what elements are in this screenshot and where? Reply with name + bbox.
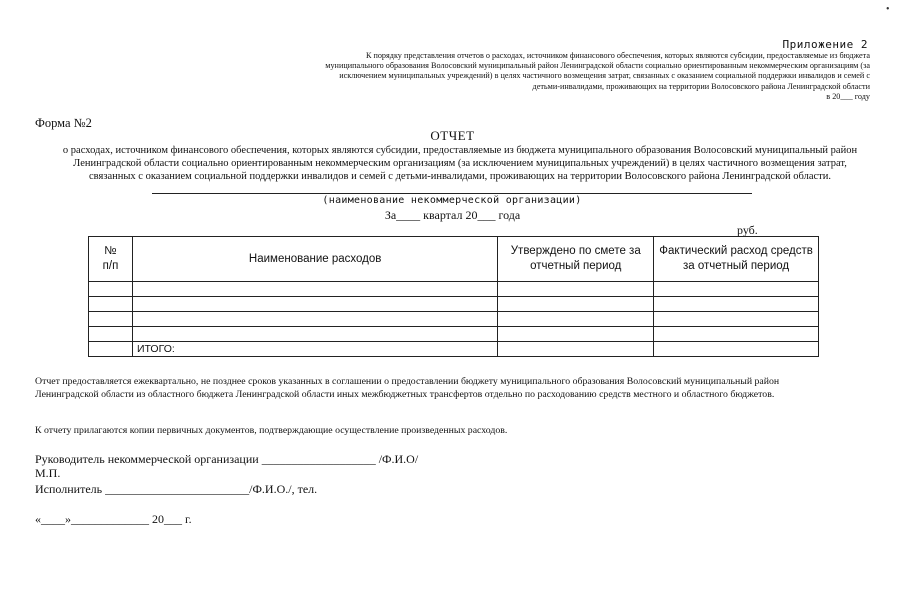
form-number: Форма №2 (35, 116, 92, 130)
annex-line: в 20___ году (826, 91, 870, 101)
description-line: Ленинградской области социально ориентированным некоммерческим организациям (за исключением муниципальных учреждений) в целях частичного возмещения затрат, (73, 158, 847, 169)
organization-name-line (152, 193, 752, 194)
table-row (89, 297, 819, 312)
submission-note: Отчет предоставляется ежеквартально, не позднее сроков указанных в соглашении о предоставлении бюджету муниципального образования Волосовский муниципальный район Ленинградской области из областного бюджета Ленинградской области иных межбюджетных трансфертов отдельно по расходованию средств местного и областного бюджетов. (35, 376, 780, 400)
attachments-note: К отчету прилагаются копии первичных документов, подтверждающие осуществление произведенных расходов. (35, 425, 508, 436)
total-label: ИТОГО: (132, 342, 497, 357)
report-description (30, 144, 890, 183)
annex-title: Приложение 2 (782, 38, 868, 51)
description-line: о расходах, источником финансового обеспечения, которых являются субсидии, предоставляемые из бюджета муниципального образования Волосовский муниципальный район (62, 145, 858, 156)
column-header-number: № п/п (89, 237, 133, 282)
description-line: связанных с оказанием социальной поддержки инвалидов и семей с детьми-инвалидами, проживающих на территории Волосовского района Ленинградской области. (89, 171, 831, 182)
annex-reference (290, 51, 870, 102)
reporting-period: За____ квартал 20___ года (384, 208, 521, 222)
organization-caption: (наименование некоммерческой организации) (322, 195, 582, 206)
column-header-actual: Фактический расход средств за отчетный период (654, 237, 819, 282)
table-total-row (89, 342, 819, 357)
date-line: «____»_____________ 20___ г. (35, 512, 192, 526)
annex-line: исключением муниципальных учреждений) в целях частичного возмещения затрат, связанных с оказанием социальной поддержки инвалидов и семей с (339, 71, 870, 81)
executor-signature-line: Исполнитель ________________________/Ф.И.О./, тел. (35, 482, 318, 496)
head-signature-line: Руководитель некоммерческой организации ___________________ /Ф.И.О/ (35, 452, 419, 466)
currency-unit: руб. (737, 223, 758, 237)
corner-mark: • (886, 4, 890, 15)
column-header-approved: Утверждено по смете за отчетный период (498, 237, 654, 282)
annex-line: муниципального образования Волосовский муниципальный район Ленинградской области социально ориентированным некоммерческим организациям (за (325, 61, 870, 71)
table-header-row (89, 237, 819, 282)
table-row (89, 312, 819, 327)
report-title: ОТЧЕТ (430, 128, 475, 143)
expenses-table (88, 236, 819, 357)
table-row (89, 327, 819, 342)
annex-line: К порядку представления отчетов о расходах, источником финансового обеспечения, которых являются субсидии, предоставляемые из бюджета (365, 51, 870, 60)
column-header-expense-name: Наименование расходов (132, 237, 497, 282)
stamp-label: М.П. (35, 466, 61, 480)
annex-line: детьми-инвалидами, проживающих на территории Волосовского района Ленинградской области (532, 81, 870, 91)
table-row (89, 282, 819, 297)
